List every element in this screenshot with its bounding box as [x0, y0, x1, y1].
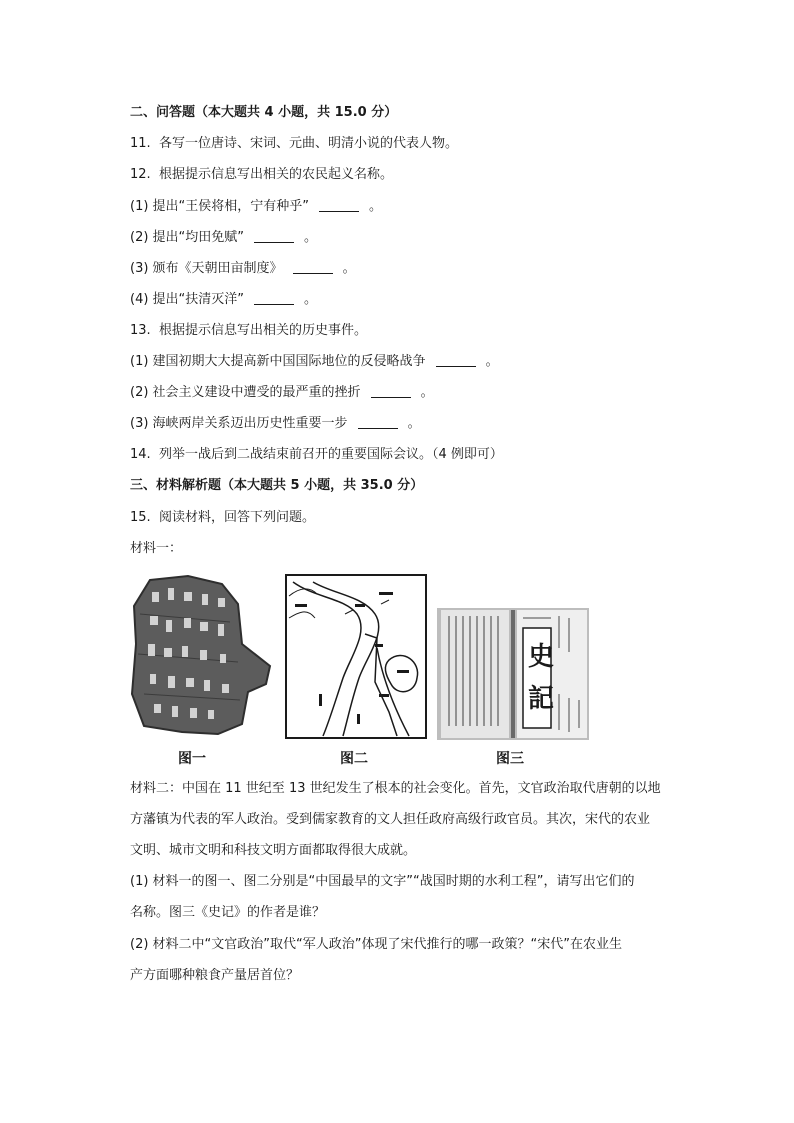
answer-blank	[371, 397, 411, 398]
irrigation-map-image	[285, 574, 427, 739]
q13-item-2	[130, 384, 434, 402]
question-15: 15. 阅读材料，回答下列问题。	[130, 510, 315, 525]
q12-item-1-end: 。	[369, 199, 383, 214]
oracle-bone-image	[130, 574, 272, 736]
q13-item-1-end: 。	[485, 354, 499, 369]
material-2-line-1: 材料二：中国在 11 世纪至 13 世纪发生了根本的社会变化。首先，文官政治取代唐朝的以地	[130, 781, 661, 796]
q12-item-3-end: 。	[342, 261, 356, 276]
q13-item-3	[130, 415, 421, 433]
q12-item-1-text: (1) 提出“王侯将相，宁有种乎”	[130, 199, 310, 214]
section-heading-material: 三、材料解析题（本大题共 5 小题，共 35.0 分）	[130, 478, 424, 493]
figure-2-caption: 图二	[340, 751, 368, 767]
q13-item-3-text: (3) 海峡两岸关系迈出历史性重要一步	[130, 416, 348, 431]
question-11: 11. 各写一位唐诗、宋词、元曲、明清小说的代表人物。	[130, 136, 458, 151]
shiji-title-char-1: 史	[528, 642, 555, 672]
material-2-line-2: 方藩镇为代表的军人政治。受到儒家教育的文人担任政府高级行政官员。其次，宋代的农业	[130, 812, 651, 827]
q12-item-4	[130, 291, 317, 309]
q12-item-3	[130, 260, 356, 278]
q13-item-3-end: 。	[407, 416, 421, 431]
material-1-label: 材料一：	[130, 541, 183, 556]
question-12: 12. 根据提示信息写出相关的农民起义名称。	[130, 167, 393, 182]
sub-question-2-line-1: (2) 材料二中“文官政治”取代“军人政治”体现了宋代推行的哪一政策？“宋代”在农业生	[130, 937, 622, 952]
q12-item-1	[130, 198, 382, 216]
q13-item-2-text: (2) 社会主义建设中遭受的最严重的挫折	[130, 385, 361, 400]
q12-item-2-text: (2) 提出“均田免赋”	[130, 230, 245, 245]
question-14: 14. 列举一战后到二战结束前召开的重要国际会议。（4 例即可）	[130, 447, 503, 462]
q12-item-4-text: (4) 提出“扶清灭洋”	[130, 292, 245, 307]
sub-question-1-line-1: (1) 材料一的图一、图二分别是“中国最早的文字”“战国时期的水利工程”，请写出它们的	[130, 874, 635, 889]
shiji-title-char-2: 記	[528, 684, 555, 714]
q12-item-3-text: (3) 颁布《天朝田亩制度》	[130, 261, 283, 276]
q12-item-2	[130, 229, 317, 247]
answer-blank	[436, 366, 476, 367]
answer-blank	[293, 273, 333, 274]
sub-question-1-line-2: 名称。图三《史记》的作者是谁？	[130, 905, 326, 920]
answer-blank	[254, 242, 294, 243]
answer-blank	[254, 304, 294, 305]
q13-item-2-end: 。	[420, 385, 434, 400]
material-2-line-3: 文明、城市文明和科技文明方面都取得很大成就。	[130, 843, 417, 858]
q13-item-1-text: (1) 建国初期大大提高新中国国际地位的反侵略战争	[130, 354, 426, 369]
q12-item-2-end: 。	[304, 230, 318, 245]
figure-3-caption: 图三	[496, 751, 524, 767]
answer-blank	[319, 211, 359, 212]
answer-blank	[358, 428, 398, 429]
figure-1-caption: 图一	[178, 751, 206, 767]
shiji-book-image	[437, 608, 589, 740]
material-1-figures	[130, 572, 600, 772]
q13-item-1	[130, 353, 499, 371]
section-heading-qa: 二、问答题（本大题共 4 小题，共 15.0 分）	[130, 105, 398, 120]
question-13: 13. 根据提示信息写出相关的历史事件。	[130, 323, 367, 338]
sub-question-2-line-2: 产方面哪种粮食产量居首位？	[130, 968, 300, 983]
q12-item-4-end: 。	[304, 292, 318, 307]
